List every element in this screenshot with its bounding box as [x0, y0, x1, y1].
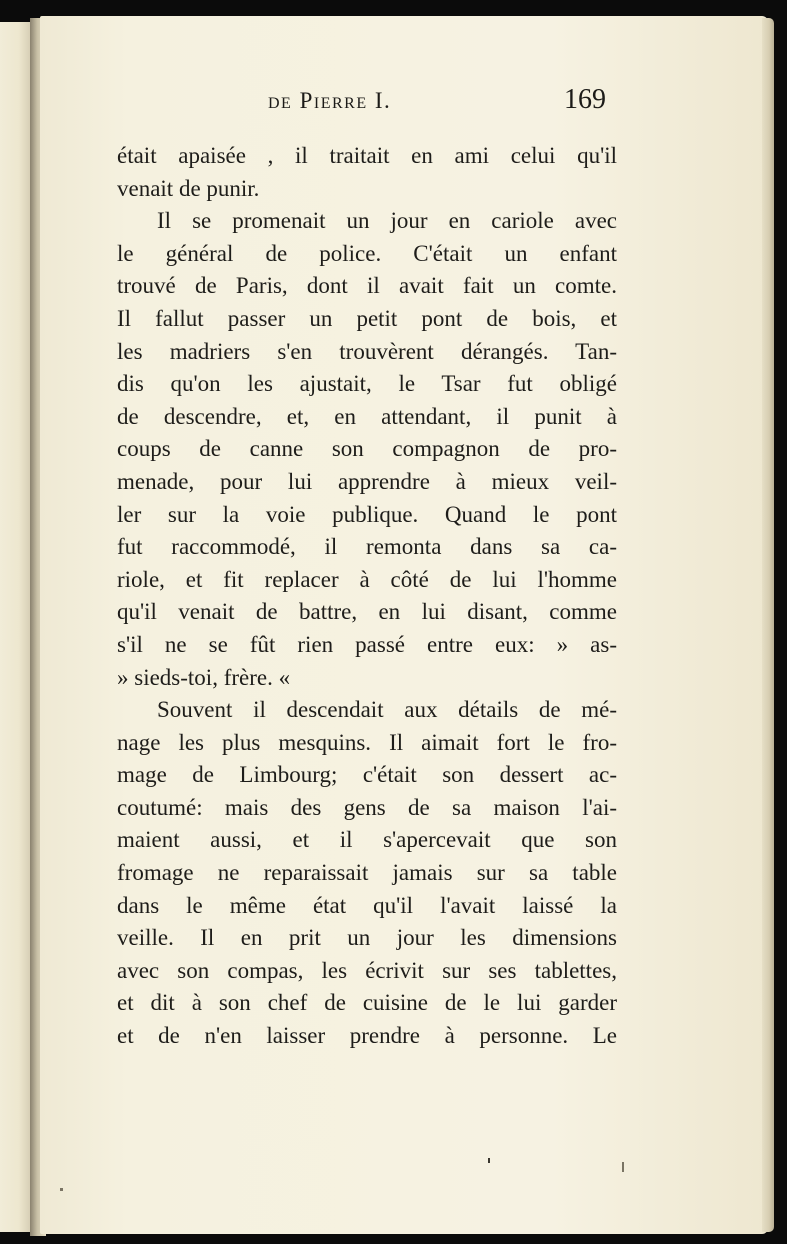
paper-speck — [622, 1162, 624, 1172]
text-line: » sieds-toi, frère. « — [117, 664, 291, 690]
text-line: s'il ne se fût rien passé entre eux: » as- — [117, 631, 617, 657]
text-line: coutumé: mais des gens de sa maison l'ai- — [117, 794, 617, 820]
running-title: de Pierre I. — [268, 88, 392, 113]
text-line: avec son compas, les écrivit sur ses tablettes, — [117, 957, 617, 983]
text-line: de descendre, et, en attendant, il punit à — [117, 403, 617, 429]
text-line: dans le même état qu'il l'avait laissé la — [117, 892, 617, 918]
text-line: dis qu'on les ajustait, le Tsar fut obligé — [117, 371, 617, 397]
text-line: veille. Il en prit un jour les dimensions — [117, 925, 617, 951]
page-fore-edge — [762, 18, 774, 1232]
text-line: ler sur la voie publique. Quand le pont — [117, 501, 617, 527]
text-line: était apaisée , il traitait en ami celui qu'il — [117, 143, 617, 168]
text-line: coups de canne son compagnon de pro- — [117, 436, 617, 462]
text-line: et dit à son chef de cuisine de le lui garder — [117, 990, 617, 1016]
text-line: mage de Limbourg; c'était son dessert ac- — [117, 762, 617, 788]
text-line: venait de punir. — [117, 175, 260, 201]
paper-speck — [488, 1158, 490, 1163]
text-line: Souvent il descendait aux détails de mé- — [157, 697, 617, 723]
page-header — [0, 84, 787, 124]
text-line: nage les plus mesquins. Il aimait fort le fro- — [117, 729, 617, 755]
text-line: menade, pour lui apprendre à mieux veil- — [117, 468, 617, 494]
text-line: les madriers s'en trouvèrent dérangés. Tan- — [117, 338, 617, 364]
text-line: le général de police. C'était un enfant — [117, 240, 617, 266]
text-line: maient aussi, et il s'apercevait que son — [117, 827, 617, 853]
text-line: fromage ne reparaissait jamais sur sa table — [117, 860, 617, 886]
text-line: fut raccommodé, il remonta dans sa ca- — [117, 534, 617, 560]
previous-page-edge — [0, 22, 34, 1232]
page-number: 169 — [564, 84, 606, 115]
body-text — [117, 140, 617, 1053]
text-line: Il fallut passer un petit pont de bois, et — [117, 305, 617, 331]
text-line: et de n'en laisser prendre à personne. Le — [117, 1023, 617, 1049]
text-line: trouvé de Paris, dont il avait fait un comte. — [117, 273, 617, 299]
text-line: riole, et fit replacer à côté de lui l'homme — [117, 566, 617, 592]
text-line: Il se promenait un jour en cariole avec — [157, 208, 617, 234]
text-line: qu'il venait de battre, en lui disant, comme — [117, 599, 617, 625]
paper-speck — [60, 1188, 63, 1191]
